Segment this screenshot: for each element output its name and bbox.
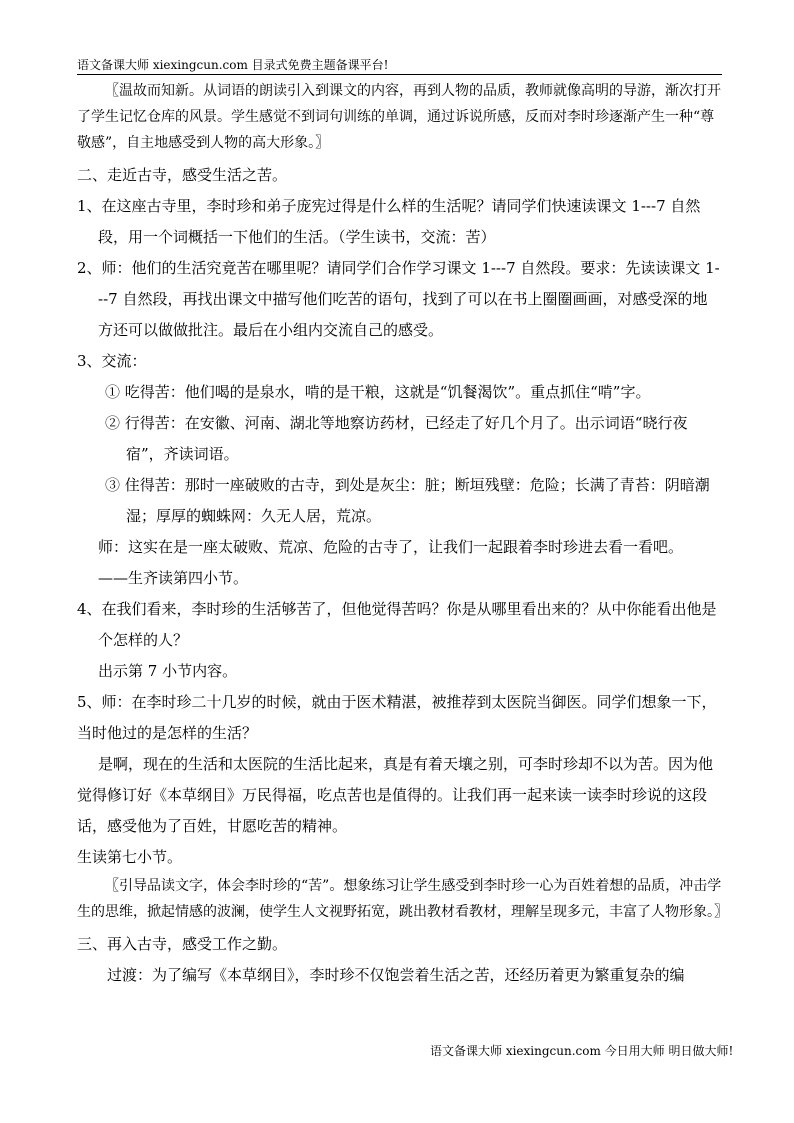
list-item: 3、交流： — [77, 352, 147, 370]
page-footer: 语文备课大师 xiexingcun.com 今日用大师 明日做大师! — [430, 1044, 734, 1058]
paragraph: 生读第七小节。 — [77, 848, 183, 866]
paragraph: 师：这实在是一座太破败、荒凉、危险的古寺了，让我们一起跟着李时珍进去看一看吧。 — [98, 538, 684, 556]
paragraph: 出示第 7 小节内容。 — [98, 662, 238, 680]
teaching-note: 〖温故而知新。从词语的朗读引入到课文的内容，再到人物的品质，教师就像高明的导游，渐次打开了学生记忆仓库的风景。学生感觉不到词句训练的单调，通过诉说所感，反而对李时珍逐渐产生一种“尊敬感”，自主地感受到人物的高大形象。〗 — [77, 83, 721, 151]
list-item: 1、在这座古寺里，李时珍和弟子庞宪过得是什么样的生活呢？请同学们快速读课文 1---7 自然段，用一个词概括一下他们的生活。（学生读书，交流：苦） — [77, 197, 701, 246]
teaching-note: 〖引导品读文字，体会李时珍的“苦”。想象练习让学生感受到李时珍一心为百姓着想的品质，冲击学生的思维，掀起情感的波澜，使学生人文视野拓宽，跳出教材看教材，理解呈现多元，丰富了人物形象。〗 — [77, 878, 728, 920]
list-item: 2、师：他们的生活究竟苦在哪里呢？请同学们合作学习课文 1---7 自然段。要求：先读读课文 1---7 自然段，再找出课文中描写他们吃苦的语句，找到了可以在书上圈圈画画，对感受深的地方还可以做做批注。最后在小组内交流自己的感受。 — [77, 259, 720, 339]
sub-item: ② 行得苦：在安徽、河南、湖北等地察访药材，已经走了好几个月了。出示词语“晓行夜宿”，齐读词语。 — [105, 414, 688, 463]
page-header: 语文备课大师 xiexingcun.com 目录式免费主题备课平台! — [77, 57, 722, 75]
paragraph: 过渡：为了编写《本草纲目》，李时珍不仅饱尝着生活之苦，还经历着更为繁重复杂的编 — [107, 966, 685, 984]
sub-item: ③ 住得苦：那时一座破败的古寺，到处是灰尘：脏；断垣残壁：危险；长满了青苔：阴暗潮湿；厚厚的蜘蛛网：久无人居，荒凉。 — [105, 476, 710, 525]
paragraph: ——生齐读第四小节。 — [98, 569, 249, 587]
list-item: 4、在我们看来，李时珍的生活够苦了，但他觉得苦吗？你是从哪里看出来的？从中你能看出他是个怎样的人？ — [77, 600, 717, 649]
section-heading: 三、再入古寺，感受工作之勤。 — [77, 935, 288, 953]
list-item: 5、师：在李时珍二十几岁的时候，就由于医术精湛，被推荐到太医院当御医。同学们想象一下，当时他过的是怎样的生活？ — [77, 693, 717, 742]
paragraph: 是啊，现在的生活和太医院的生活比起来，真是有着天壤之别，可李时珍却不以为苦。因为他觉得修订好《本草纲目》万民得福，吃点苦也是值得的。让我们再一起来读一读李时珍说的这段话，感受他为了百姓，甘愿吃苦的精神。 — [77, 755, 714, 835]
document-body — [77, 78, 728, 991]
section-heading: 二、走近古寺，感受生活之苦。 — [77, 166, 288, 184]
sub-item: ① 吃得苦：他们喝的是泉水，啃的是干粮，这就是“饥餐渴饮”。重点抓住“啃”字。 — [105, 383, 651, 401]
